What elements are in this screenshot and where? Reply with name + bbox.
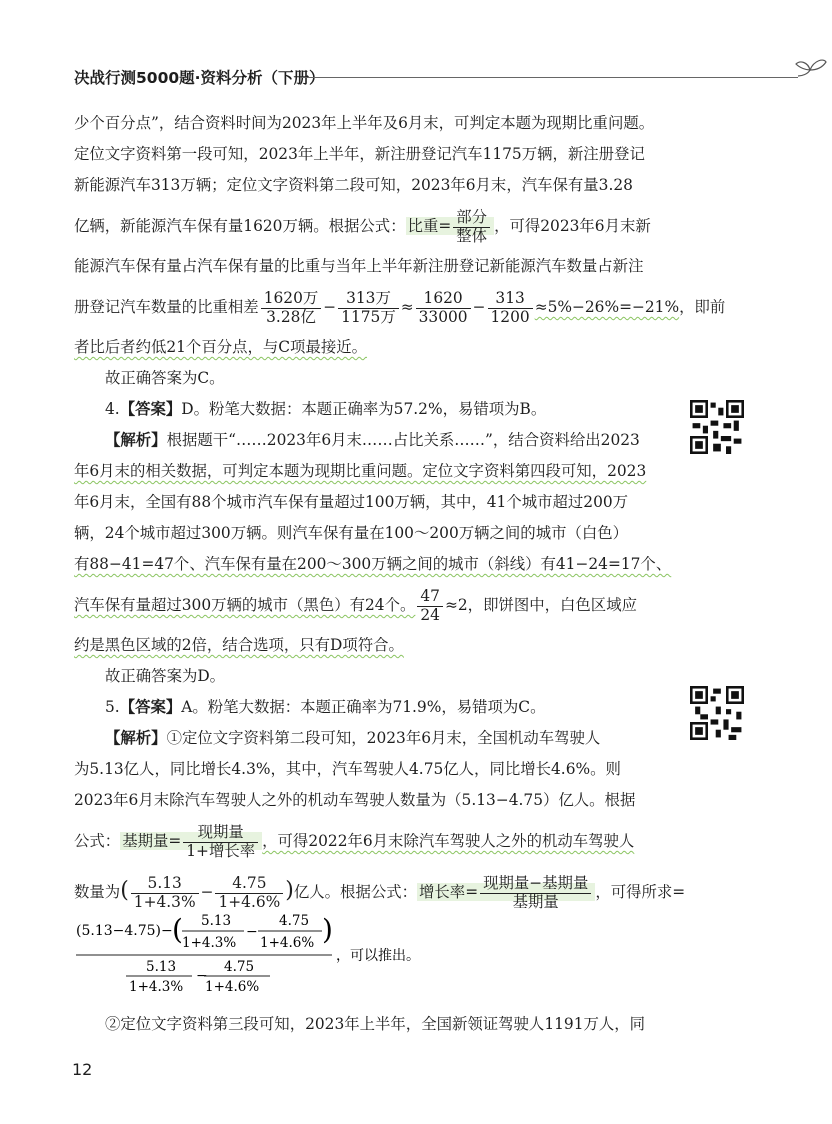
expr-tail: ，可以推出。 bbox=[336, 948, 420, 964]
fraction bbox=[453, 209, 490, 245]
header-rule bbox=[300, 77, 798, 78]
running-header bbox=[74, 62, 754, 92]
text-line: 为5.13亿人，同比增长4.3%，其中，汽车驾驶人4.75亿人，同比增长4.6%。则 bbox=[74, 760, 621, 778]
answer-text: D。粉笔大数据：本题正确率为57.2%，易错项为B。 bbox=[181, 400, 547, 418]
numerator: 4.75 bbox=[279, 913, 310, 929]
text-line bbox=[74, 630, 666, 661]
text-span: ，可得2022年6月末除汽车驾驶人之外的机动车驾驶人 bbox=[262, 832, 635, 850]
text-span: 有88−41=47个、汽车保有量在200～300万辆之间的城市（斜线）有41−24=17个、 bbox=[74, 555, 672, 573]
text-span: 汽车保有量超过300万辆的城市（黑色）有24个。 bbox=[74, 596, 416, 614]
numerator: 现期量 bbox=[183, 824, 258, 843]
base-formula bbox=[120, 822, 262, 860]
denominator: 基期量 bbox=[512, 892, 559, 911]
numerator: 4.75 bbox=[215, 875, 283, 894]
numerator: 部分 bbox=[453, 209, 490, 228]
proportion-formula bbox=[406, 207, 494, 245]
text-line: 新能源汽车313万辆；定位文字资料第二段可知，2023年6月末，汽车保有量3.28 bbox=[74, 176, 633, 194]
text-line bbox=[74, 282, 726, 332]
denominator: 整体 bbox=[456, 226, 488, 245]
minus-sign: − bbox=[196, 968, 208, 984]
text-line: 少个百分点”，结合资料时间为2023年上半年及6月末，可判定本题为现期比重问题。 bbox=[74, 114, 655, 132]
numerator: 1620万 bbox=[261, 290, 322, 309]
answer-line bbox=[74, 394, 666, 425]
fraction bbox=[261, 290, 322, 326]
answer-line: 故正确答案为C。 bbox=[105, 369, 225, 387]
answer-tag: 【答案】 bbox=[119, 698, 182, 716]
denominator: 1+4.6% bbox=[205, 979, 260, 995]
analysis-tag: 【解析】 bbox=[105, 431, 167, 449]
text-line: 定位文字资料第一段可知，2023年上半年，新注册登记汽车1175万辆，新注册登记 bbox=[74, 145, 645, 163]
formula-label: 比重= bbox=[407, 217, 452, 235]
page-body bbox=[74, 108, 726, 916]
result-expression: ≈5%−26%=−21% bbox=[534, 298, 680, 316]
qr-code-icon[interactable] bbox=[690, 686, 744, 740]
growth-formula bbox=[417, 873, 595, 911]
question-number: 5. bbox=[105, 698, 120, 716]
text-span: 约是黑色区域的2倍，结合选项，只有D项符合。 bbox=[74, 636, 404, 654]
fraction bbox=[416, 290, 471, 326]
denominator: 33000 bbox=[418, 307, 468, 326]
paren-close: ) bbox=[285, 878, 294, 903]
text-line bbox=[74, 425, 666, 456]
text-line: 2023年6月末除汽车驾驶人之外的机动车驾驶人数量为（5.13−4.75）亿人。根据 bbox=[74, 791, 636, 809]
denominator: 1+增长率 bbox=[186, 841, 256, 860]
denominator: 1200 bbox=[490, 307, 530, 326]
text-span: 根据题干“……2023年6月末……占比关系……”，结合资料给出2023 bbox=[166, 431, 640, 449]
numerator: 313 bbox=[488, 290, 533, 309]
text-line bbox=[74, 456, 666, 487]
denominator: 1+4.6% bbox=[218, 892, 281, 911]
text-line: ②定位文字资料第三段可知，2023年上半年，全国新领证驾驶人1191万人，同 bbox=[105, 1015, 646, 1033]
approx-sign: ≈ bbox=[400, 298, 414, 316]
answer-line: 故正确答案为D。 bbox=[105, 667, 226, 685]
text-span: ，即前 bbox=[679, 298, 726, 316]
denominator: 1+4.3% bbox=[133, 892, 196, 911]
book-title: 决战行测5000题·资料分析（下册） bbox=[74, 69, 325, 87]
paren-open: ( bbox=[120, 878, 129, 903]
text-span: 公式： bbox=[74, 832, 121, 850]
text-span: ，可得2023年6月末新 bbox=[494, 217, 651, 235]
sprout-icon bbox=[792, 54, 832, 84]
numerator: 5.13 bbox=[146, 959, 177, 975]
text-line bbox=[74, 549, 672, 580]
formula-label: 增长率= bbox=[419, 883, 479, 901]
text-span: 亿辆，新能源汽车保有量1620万辆。根据公式： bbox=[74, 217, 406, 235]
text-line: 年6月末，全国有88个城市汽车保有量超过100万辆，其中，41个城市超过200万 bbox=[74, 493, 629, 511]
text-span: 册登记汽车数量的比重相差 bbox=[74, 298, 259, 316]
denominator: 1+4.3% bbox=[182, 935, 237, 951]
text-span: ①定位文字资料第二段可知，2023年6月末，全国机动车驾驶人 bbox=[166, 729, 601, 747]
growth-rate-expression bbox=[74, 905, 420, 995]
answer-tag: 【答案】 bbox=[119, 400, 182, 418]
text-line bbox=[74, 816, 666, 866]
numerator: 47 bbox=[417, 588, 443, 607]
text-span: 数量为 bbox=[74, 883, 121, 901]
text-span: ，可得所求= bbox=[595, 883, 686, 901]
page-number: 12 bbox=[72, 1060, 93, 1079]
text-line: 能源汽车保有量占汽车保有量的比重与当年上半年新注册登记新能源汽车数量占新注 bbox=[74, 257, 644, 275]
minus-sign: − bbox=[246, 924, 258, 940]
numerator: 5.13 bbox=[131, 875, 199, 894]
fraction bbox=[183, 824, 258, 860]
denominator: 1175万 bbox=[341, 307, 396, 326]
denominator: 3.28亿 bbox=[266, 307, 316, 326]
text-line bbox=[74, 580, 666, 630]
text-span: ≈2，即饼图中，白色区域应 bbox=[444, 596, 637, 614]
fraction bbox=[488, 290, 533, 326]
text-span: 年6月末的相关数据，可判定本题为现期比重问题。定位文字资料第四段可知，2023 bbox=[74, 462, 647, 480]
text-line: 辆，24个城市超过300万辆。则汽车保有量在100～200万辆之间的城市（白色） bbox=[74, 524, 629, 542]
numerator: 5.13 bbox=[201, 913, 232, 929]
expression-svg bbox=[74, 905, 420, 995]
text-line bbox=[74, 723, 666, 754]
fraction bbox=[338, 290, 399, 326]
minus-sign: − bbox=[200, 883, 214, 901]
numerator: 313万 bbox=[338, 290, 399, 309]
numerator: 4.75 bbox=[224, 959, 255, 975]
paren-close: ) bbox=[322, 913, 333, 946]
fraction bbox=[480, 875, 591, 911]
expr-head: (5.13−4.75)− bbox=[76, 923, 173, 939]
analysis-tag: 【解析】 bbox=[105, 729, 167, 747]
conclusion-text: 者比后者约低21个百分点，与C项最接近。 bbox=[74, 338, 368, 356]
qr-code-icon[interactable] bbox=[690, 400, 744, 454]
numerator: 1620 bbox=[416, 290, 471, 309]
answer-line bbox=[74, 692, 666, 723]
numerator: 现期量−基期量 bbox=[480, 875, 591, 894]
formula-label: 基期量= bbox=[122, 832, 182, 850]
last-paragraph bbox=[74, 1009, 666, 1040]
minus-sign: − bbox=[472, 298, 486, 316]
denominator: 24 bbox=[420, 605, 440, 624]
question-number: 4. bbox=[105, 400, 120, 418]
paren-open: ( bbox=[172, 913, 183, 946]
text-span: 亿人。根据公式： bbox=[293, 883, 418, 901]
denominator: 1+4.6% bbox=[260, 935, 315, 951]
denominator: 1+4.3% bbox=[129, 979, 184, 995]
minus-sign: − bbox=[323, 298, 337, 316]
text-line bbox=[74, 201, 666, 251]
text-line bbox=[74, 332, 666, 363]
answer-text: A。粉笔大数据：本题正确率为71.9%，易错项为C。 bbox=[181, 698, 546, 716]
fraction bbox=[417, 588, 443, 624]
